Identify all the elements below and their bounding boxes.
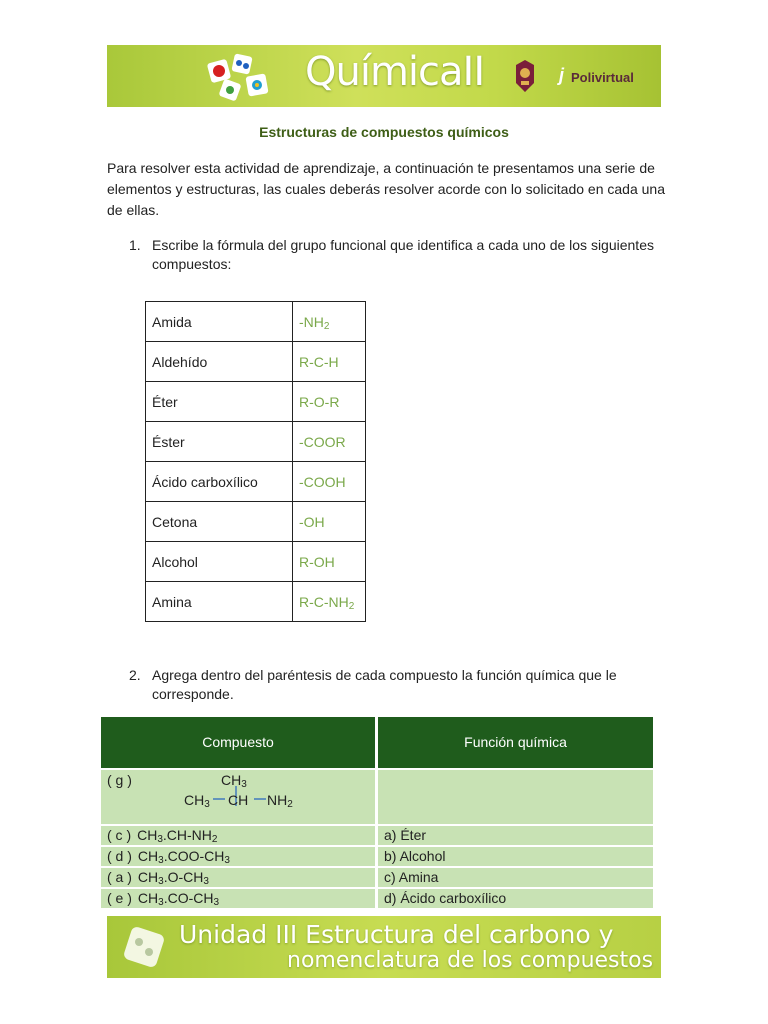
question-number: 1. — [129, 237, 141, 253]
compound-name: Cetona — [146, 502, 293, 542]
structure-cell — [101, 770, 375, 824]
question-text: Agrega dentro del paréntesis de cada compuesto la función química que le corresponde. — [152, 667, 617, 702]
compound-cell — [101, 847, 375, 866]
table-row — [146, 302, 366, 342]
answer-slot[interactable]: ( a ) — [107, 869, 132, 885]
compound-formula: $CH_3.CO-CH_3$ — [137, 890, 220, 908]
answer-slot[interactable]: ( d ) — [107, 848, 132, 864]
compound-name: Alcohol — [146, 542, 293, 582]
intro-paragraph: Para resolver esta actividad de aprendizaje, a continuación te presentamos una serie de elementos y estructuras, las cuales deberás resolver acorde con lo solicitado en cada una de ellas. — [107, 160, 665, 218]
compound-formula: $CH_3.COO-CH_3$ — [137, 848, 230, 866]
answer-slot[interactable]: ( g ) — [107, 772, 132, 788]
compound-cell — [101, 826, 375, 845]
central-carbon: CH — [228, 792, 249, 808]
unit-title-line-1: Unidad III Estructura del carbono y — [179, 920, 614, 949]
table-row — [146, 422, 366, 462]
unit-title-line-2: nomenclatura de los compuestos — [287, 948, 654, 973]
table-row — [146, 342, 366, 382]
compound-formula: $CH_3.O-CH_3$ — [137, 869, 209, 887]
functional-group-formula[interactable]: R-C-H — [293, 342, 366, 382]
compound-name: Amina — [146, 582, 293, 622]
functional-group-formula[interactable]: -COOH — [293, 462, 366, 502]
answer-slot[interactable]: ( e ) — [107, 890, 132, 906]
compound-name: Ácido carboxílico — [146, 462, 293, 502]
answer-slot[interactable]: ( c ) — [107, 827, 132, 843]
table-row — [146, 542, 366, 582]
amine-group: $NH_2$ — [267, 792, 293, 810]
table-row — [146, 462, 366, 502]
table-row — [146, 502, 366, 542]
cube-graphic-icon — [117, 922, 173, 974]
functional-group-formula[interactable]: -OH — [293, 502, 366, 542]
methyl-left: $CH_3$ — [184, 792, 210, 810]
function-option: d) Ácido carboxílico — [378, 889, 653, 908]
molecule-cubes-icon — [203, 51, 283, 103]
footer-banner — [107, 916, 661, 978]
institution-seal-icon — [515, 59, 535, 93]
header-banner — [107, 45, 661, 107]
header-function: Función química — [378, 717, 653, 768]
functional-group-formula[interactable]: R-OH — [293, 542, 366, 582]
brand-title: QuímicaII — [305, 49, 485, 95]
question-number: 2. — [129, 667, 141, 683]
function-option: a) Éter — [378, 826, 653, 845]
table-row — [146, 382, 366, 422]
polivirtual-logo-icon: j — [559, 65, 565, 85]
compound-name: Aldehído — [146, 342, 293, 382]
functional-group-formula[interactable]: $R-C-NH_2$ — [293, 582, 366, 622]
compound-name: Amida — [146, 302, 293, 342]
functional-groups-table — [145, 301, 366, 622]
compound-name: Éster — [146, 422, 293, 462]
functional-group-formula[interactable]: R-O-R — [293, 382, 366, 422]
function-option: c) Amina — [378, 868, 653, 887]
structure-function-cell[interactable] — [378, 770, 653, 824]
functional-group-formula[interactable]: $-NH_2$ — [293, 302, 366, 342]
compound-name: Éter — [146, 382, 293, 422]
compound-cell — [101, 868, 375, 887]
function-option: b) Alcohol — [378, 847, 653, 866]
partner-name: Polivirtual — [571, 70, 634, 85]
compound-formula: $CH_3.CH-NH_2$ — [137, 827, 218, 845]
methyl-top: $CH_3$ — [221, 772, 247, 790]
header-compound: Compuesto — [101, 717, 375, 768]
compound-cell — [101, 889, 375, 908]
functional-group-formula[interactable]: -COOR — [293, 422, 366, 462]
question-text: Escribe la fórmula del grupo funcional que identifica a cada uno de los siguientes compuestos: — [152, 237, 654, 272]
page-title: Estructuras de compuestos químicos — [259, 124, 509, 140]
table-row — [146, 582, 366, 622]
